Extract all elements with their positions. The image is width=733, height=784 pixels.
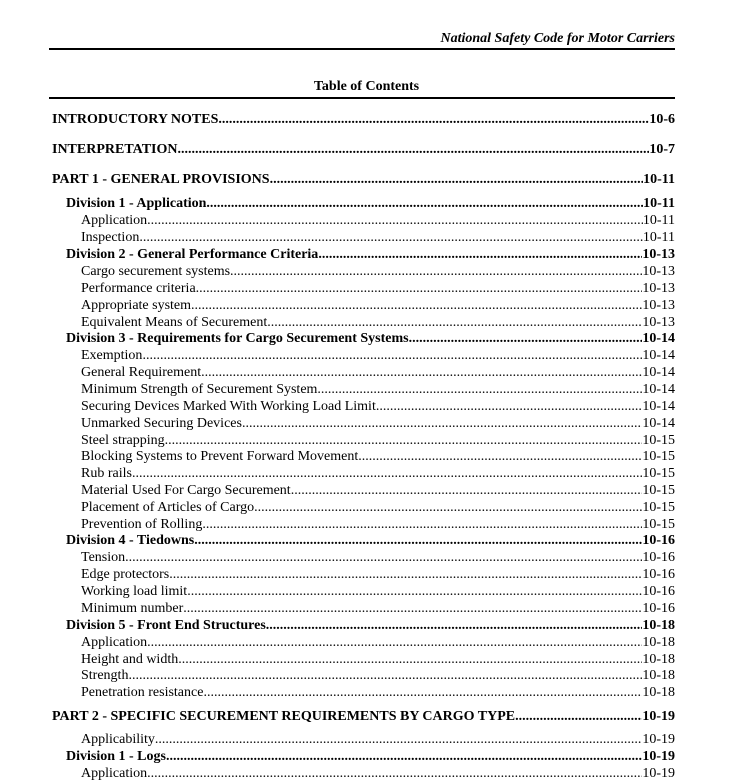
- toc-entry[interactable]: [81, 297, 675, 314]
- toc-entry-label: Application: [81, 213, 148, 228]
- dot-leader: [125, 549, 642, 566]
- toc-entry-label: Prevention of Rolling: [81, 517, 203, 532]
- toc-entry[interactable]: [81, 229, 675, 246]
- toc-entry-page: 10-16: [642, 567, 675, 582]
- dot-leader: [203, 684, 642, 701]
- toc-entry-label: Performance criteria: [81, 281, 196, 296]
- toc-entry[interactable]: [81, 684, 675, 701]
- toc-entry[interactable]: [81, 465, 675, 482]
- dot-leader: [178, 141, 650, 158]
- toc-entry[interactable]: [81, 314, 675, 331]
- toc-entry[interactable]: [81, 583, 675, 600]
- toc-entry-label: Unmarked Securing Devices: [81, 416, 242, 431]
- dot-leader: [242, 415, 642, 432]
- toc-entry-page: 10-6: [649, 112, 675, 127]
- toc-entry-page: 10-14: [642, 382, 675, 397]
- toc-entry-label: Minimum number: [81, 601, 184, 616]
- dot-leader: [178, 651, 642, 668]
- dot-leader: [230, 263, 642, 280]
- toc-entry[interactable]: [81, 398, 675, 415]
- toc-entry-page: 10-14: [642, 365, 675, 380]
- toc-entry-page: 10-13: [642, 298, 675, 313]
- toc-entry[interactable]: [81, 765, 675, 782]
- toc-entry-page: 10-13: [642, 264, 675, 279]
- toc-entry-label: Penetration resistance: [81, 685, 204, 700]
- toc-entry-label: Minimum Strength of Securement System: [81, 382, 318, 397]
- toc-entry[interactable]: [81, 364, 675, 381]
- toc-entry-page: 10-16: [642, 601, 675, 616]
- toc-entry-page: 10-7: [649, 142, 675, 157]
- toc-entry-page: 10-14: [642, 416, 675, 431]
- dot-leader: [317, 381, 642, 398]
- toc-entry-label: Application: [81, 766, 148, 781]
- toc-title-rule: [49, 97, 675, 99]
- toc-entry[interactable]: [66, 246, 675, 263]
- toc-entry-label: INTRODUCTORY NOTES: [52, 112, 219, 127]
- dot-leader: [183, 600, 642, 617]
- toc-entry-page: 10-11: [642, 230, 675, 245]
- toc-entry-label: Division 3 - Requirements for Cargo Securement Systems: [66, 331, 409, 346]
- toc-entry-label: Edge protectors: [81, 567, 170, 582]
- toc-entry[interactable]: [81, 516, 675, 533]
- dot-leader: [291, 482, 643, 499]
- toc-entry[interactable]: [52, 141, 675, 158]
- toc-entry-page: 10-15: [642, 500, 675, 515]
- toc-entry[interactable]: [81, 448, 675, 465]
- toc-entry-label: Rub rails: [81, 466, 132, 481]
- dot-leader: [147, 765, 642, 782]
- toc-entry-label: PART 2 - SPECIFIC SECUREMENT REQUIREMENTS BY CARGO TYPE: [52, 709, 516, 724]
- dot-leader: [254, 499, 642, 516]
- toc-entry-label: Securing Devices Marked With Working Load Limit: [81, 399, 376, 414]
- toc-entry-label: Inspection: [81, 230, 140, 245]
- toc-entry-page: 10-13: [642, 281, 675, 296]
- toc-entry-label: Division 4 - Tiedowns: [66, 533, 195, 548]
- toc-entry-page: 10-15: [642, 517, 675, 532]
- toc-entry[interactable]: [81, 549, 675, 566]
- toc-entry[interactable]: [81, 651, 675, 668]
- dot-leader: [187, 583, 642, 600]
- dot-leader: [147, 634, 642, 651]
- toc-entry[interactable]: [81, 731, 675, 748]
- toc-entry-label: Working load limit: [81, 584, 188, 599]
- dot-leader: [196, 280, 643, 297]
- toc-entry-label: Applicability: [81, 732, 155, 747]
- toc-entry-page: 10-18: [642, 635, 675, 650]
- toc-entry-label: Division 1 - Logs: [66, 749, 166, 764]
- toc-entry-page: 10-15: [642, 433, 675, 448]
- dot-leader: [165, 432, 643, 449]
- toc-entry-label: Division 5 - Front End Structures: [66, 618, 266, 633]
- dot-leader: [267, 314, 642, 331]
- toc-entry-page: 10-11: [643, 196, 675, 211]
- toc-entry[interactable]: [52, 708, 675, 725]
- header-rule: [49, 48, 675, 50]
- toc-entry-label: INTERPRETATION: [52, 142, 178, 157]
- dot-leader: [169, 566, 642, 583]
- toc-entry-page: 10-16: [642, 550, 675, 565]
- toc-entry-page: 10-13: [642, 247, 675, 262]
- toc-entry-label: Strength: [81, 668, 129, 683]
- toc-entry-label: Steel strapping: [81, 433, 165, 448]
- toc-entry-label: Blocking Systems to Prevent Forward Movement: [81, 449, 359, 464]
- toc-entry-page: 10-18: [642, 668, 675, 683]
- toc-entry[interactable]: [81, 280, 675, 297]
- dot-leader: [201, 364, 642, 381]
- dot-leader: [142, 347, 642, 364]
- dot-leader: [218, 111, 649, 128]
- toc-entry-label: General Requirement: [81, 365, 202, 380]
- toc-entry-page: 10-18: [642, 685, 675, 700]
- toc-entry-page: 10-19: [642, 766, 675, 781]
- dot-leader: [270, 171, 644, 188]
- toc-entry[interactable]: [66, 748, 675, 765]
- dot-leader: [191, 297, 642, 314]
- toc-entry-label: Equivalent Means of Securement: [81, 315, 268, 330]
- toc-entry-page: 10-19: [642, 709, 675, 724]
- toc-entry[interactable]: [66, 195, 675, 212]
- toc-entry[interactable]: [81, 499, 675, 516]
- toc-entry-page: 10-15: [642, 466, 675, 481]
- toc-entry-label: Cargo securement systems: [81, 264, 231, 279]
- dot-leader: [409, 330, 643, 347]
- toc-entry[interactable]: [66, 532, 675, 549]
- dot-leader: [206, 195, 643, 212]
- toc-entry-label: Tension: [81, 550, 126, 565]
- toc-title: Table of Contents: [313, 79, 420, 94]
- dot-leader: [515, 708, 642, 725]
- toc-entry-label: Application: [81, 635, 148, 650]
- toc-entry-page: 10-18: [642, 618, 675, 633]
- toc-entry-page: 10-19: [642, 732, 675, 747]
- toc-entry[interactable]: [81, 263, 675, 280]
- toc-entry-label: Exemption: [81, 348, 143, 363]
- toc-entry[interactable]: [52, 111, 675, 128]
- toc-entry[interactable]: [81, 347, 675, 364]
- toc-entry-label: Division 1 - Application: [66, 196, 207, 211]
- dot-leader: [155, 731, 642, 748]
- toc-entry-page: 10-11: [642, 213, 675, 228]
- toc-entry[interactable]: [66, 617, 675, 634]
- toc-entry-page: 10-14: [642, 348, 675, 363]
- toc-entry[interactable]: [81, 432, 675, 449]
- dot-leader: [358, 448, 642, 465]
- toc-entry[interactable]: [81, 667, 675, 684]
- dot-leader: [128, 667, 642, 684]
- toc-entry-label: Material Used For Cargo Securement: [81, 483, 291, 498]
- toc-entry-page: 10-16: [642, 584, 675, 599]
- running-header: National Safety Code for Motor Carriers: [440, 31, 675, 46]
- toc-entry-label: Division 2 - General Performance Criteria: [66, 247, 319, 262]
- dot-leader: [318, 246, 642, 263]
- dot-leader: [266, 617, 643, 634]
- toc-entry-label: Placement of Articles of Cargo: [81, 500, 255, 515]
- toc-entry[interactable]: [52, 171, 675, 188]
- toc-entry-label: Height and width: [81, 652, 179, 667]
- toc-entry[interactable]: [81, 381, 675, 398]
- dot-leader: [194, 532, 642, 549]
- toc-entry[interactable]: [81, 566, 675, 583]
- toc-entry-page: 10-15: [642, 483, 675, 498]
- toc-entry[interactable]: [81, 482, 675, 499]
- dot-leader: [376, 398, 642, 415]
- toc-entry-label: PART 1 - GENERAL PROVISIONS: [52, 172, 270, 187]
- dot-leader: [132, 465, 642, 482]
- dot-leader: [166, 748, 642, 765]
- toc-entry[interactable]: [66, 330, 675, 347]
- dot-leader: [202, 516, 642, 533]
- toc-entry-page: 10-14: [642, 331, 675, 346]
- toc-entry-page: 10-18: [642, 652, 675, 667]
- dot-leader: [147, 212, 643, 229]
- dot-leader: [139, 229, 643, 246]
- toc-entry-page: 10-14: [642, 399, 675, 414]
- toc-entry[interactable]: [81, 415, 675, 432]
- toc-entry-page: 10-19: [642, 749, 675, 764]
- toc-entry-page: 10-11: [643, 172, 675, 187]
- toc-entry-label: Appropriate system: [81, 298, 192, 313]
- toc-entry-page: 10-16: [642, 533, 675, 548]
- toc-entry[interactable]: [81, 634, 675, 651]
- toc-entry-page: 10-13: [642, 315, 675, 330]
- toc-entry[interactable]: [81, 600, 675, 617]
- toc-entry-page: 10-15: [642, 449, 675, 464]
- toc-entry[interactable]: [81, 212, 675, 229]
